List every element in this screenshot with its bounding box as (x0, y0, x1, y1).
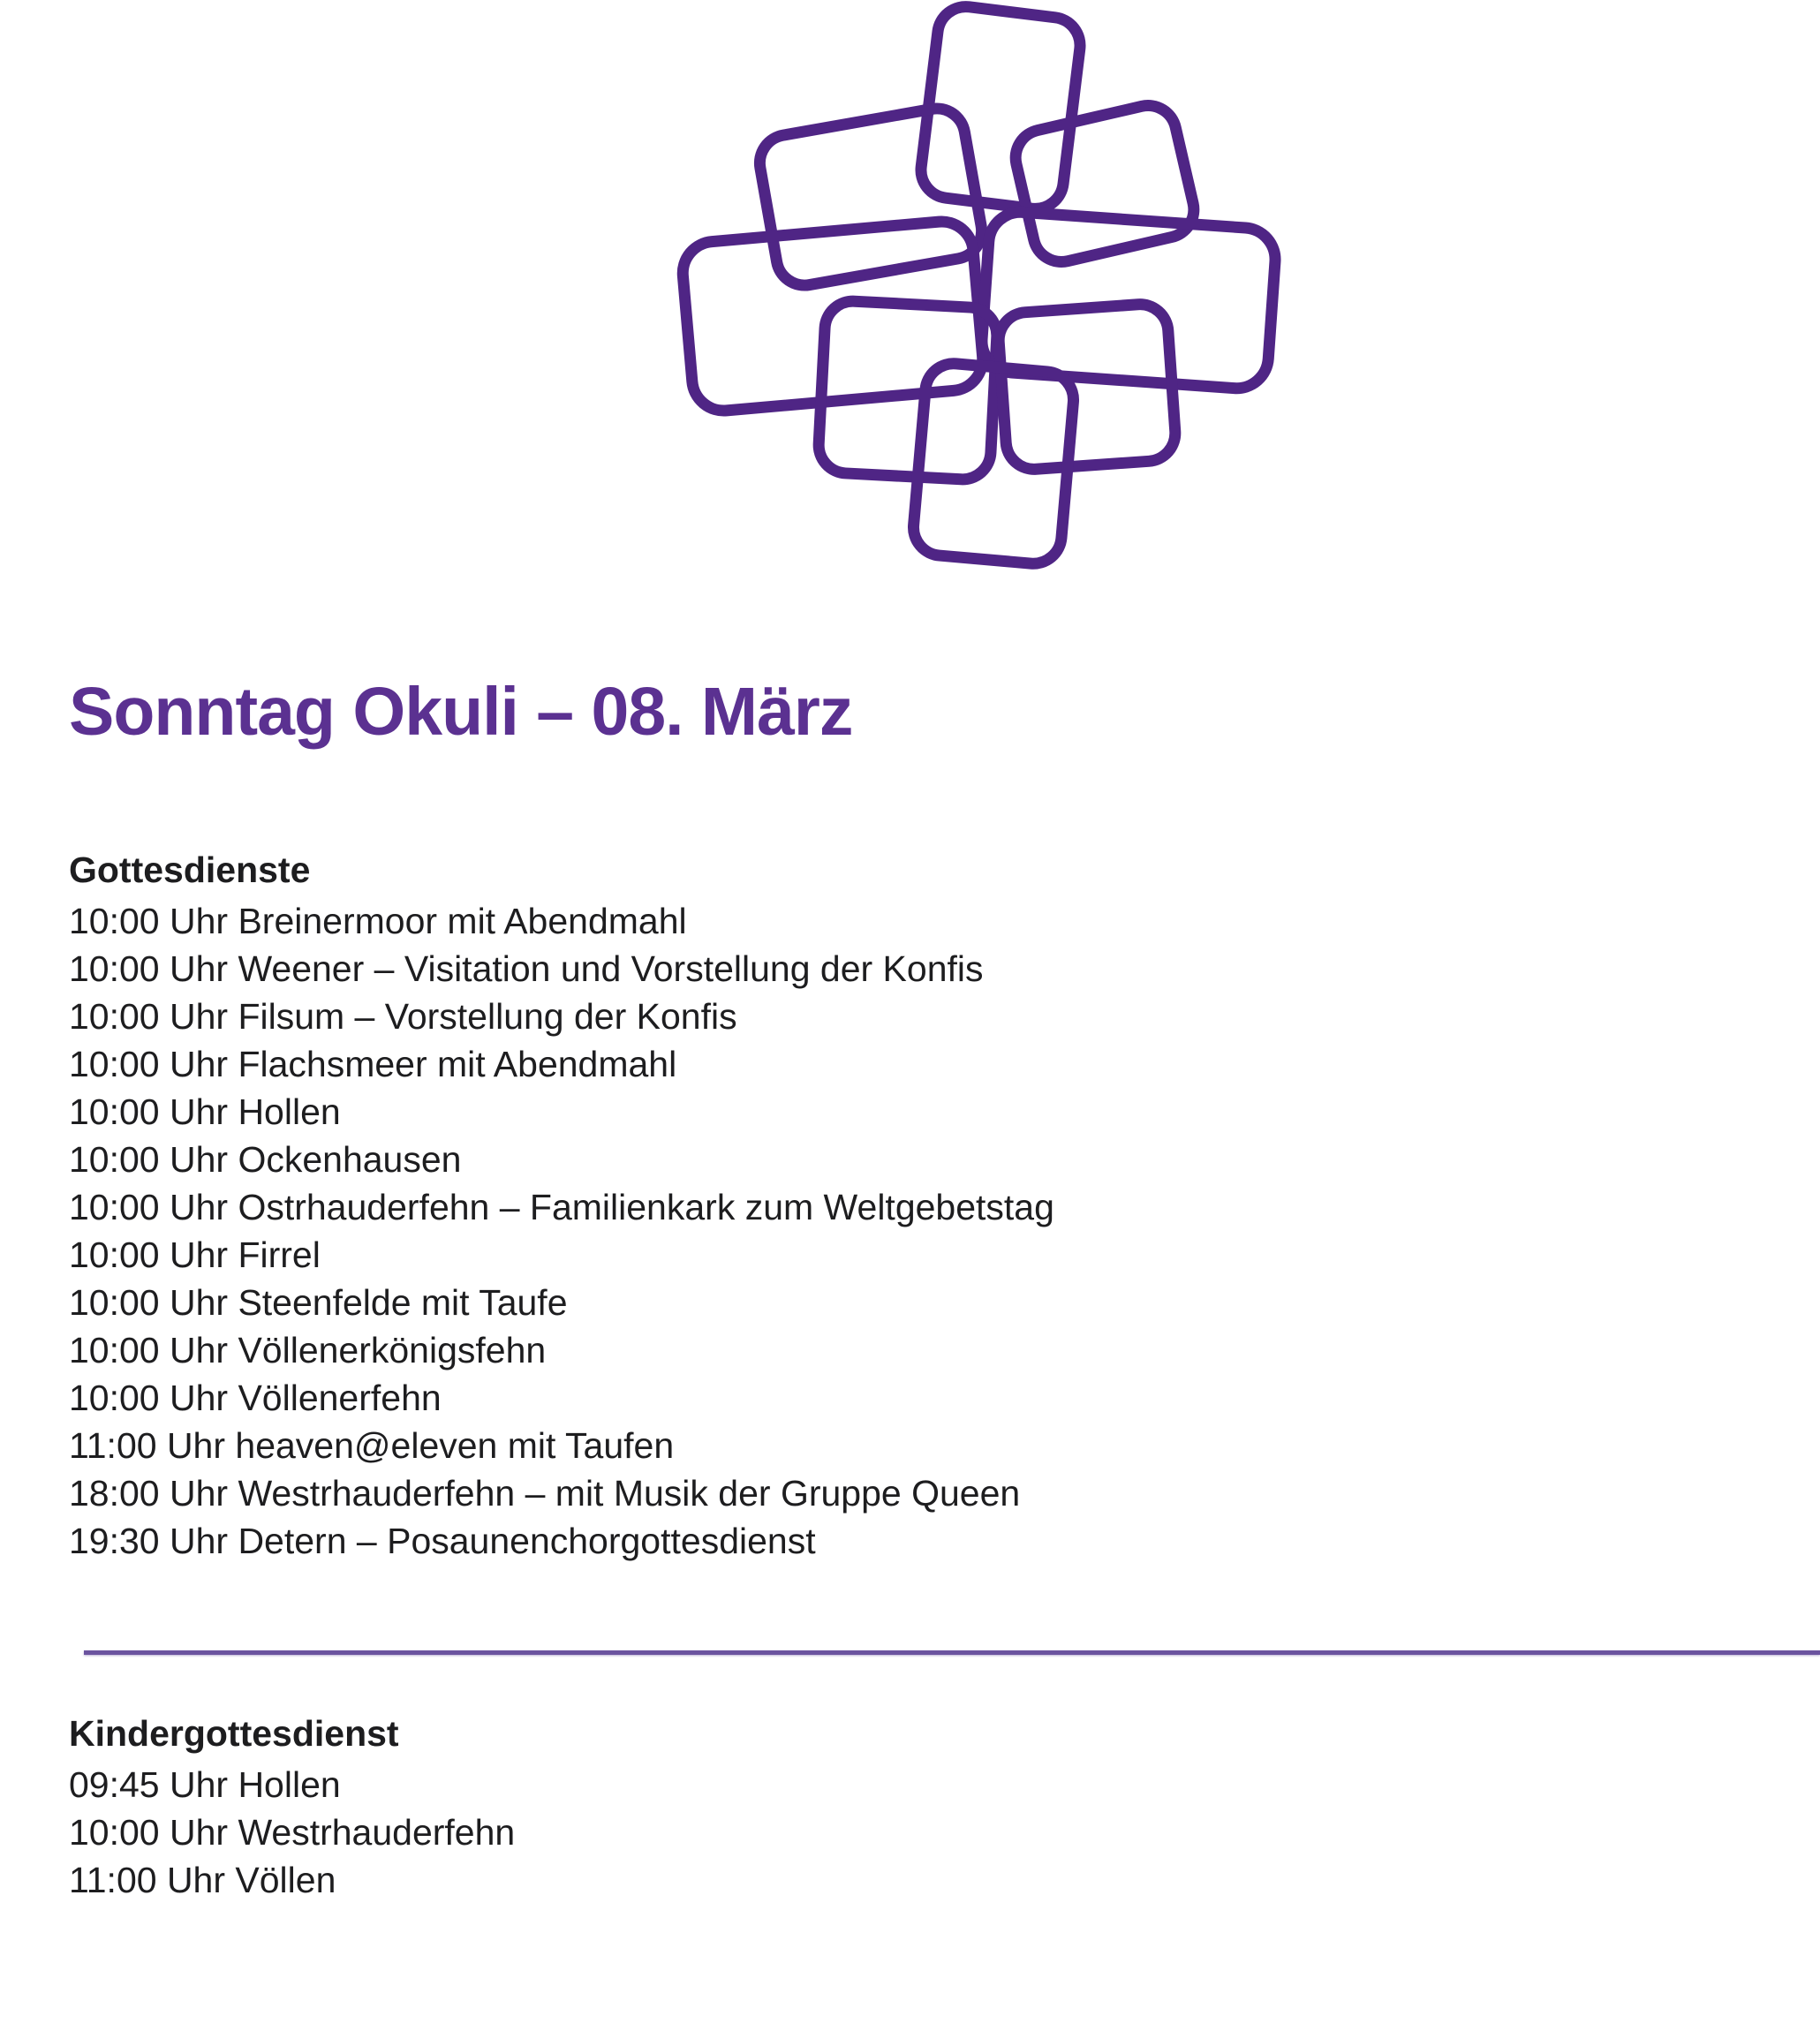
page-title: Sonntag Okuli – 08. März (69, 674, 853, 750)
section-divider (84, 1650, 1820, 1655)
section-gottesdienste (69, 846, 1054, 1565)
service-item: 09:45 Uhr Hollen (69, 1764, 341, 1805)
service-item: 10:00 Uhr Steenfelde mit Taufe (69, 1282, 568, 1323)
logo (683, 9, 1276, 565)
interlocking-cross-knot-logo (683, 9, 1276, 565)
service-list-kindergottesdienst (69, 1761, 515, 1904)
service-item: 10:00 Uhr Firrel (69, 1234, 321, 1275)
service-item: 10:00 Uhr Flachsmeer mit Abendmahl (69, 1044, 677, 1084)
section-heading-gottesdienste: Gottesdienste (69, 849, 311, 890)
service-item: 10:00 Uhr Ockenhausen (69, 1139, 462, 1180)
service-item: 10:00 Uhr Weener – Visitation und Vorstellung der Konfis (69, 948, 984, 989)
service-item: 11:00 Uhr Völlen (69, 1860, 336, 1900)
service-list-gottesdienste (69, 897, 1054, 1565)
service-item: 19:30 Uhr Detern – Posaunenchorgottesdienst (69, 1521, 816, 1561)
service-item: 11:00 Uhr heaven@eleven mit Taufen (69, 1425, 675, 1466)
service-item: 18:00 Uhr Westrhauderfehn – mit Musik der Gruppe Queen (69, 1473, 1021, 1514)
section-heading-kindergottesdienst: Kindergottesdienst (69, 1713, 399, 1754)
service-item: 10:00 Uhr Westrhauderfehn (69, 1812, 516, 1853)
service-item: 10:00 Uhr Filsum – Vorstellung der Konfis (69, 996, 737, 1037)
service-item: 10:00 Uhr Breinermoor mit Abendmahl (69, 901, 687, 941)
service-item: 10:00 Uhr Hollen (69, 1091, 341, 1132)
section-kindergottesdienst (69, 1710, 515, 1904)
service-item: 10:00 Uhr Völlenerkönigsfehn (69, 1330, 547, 1370)
service-item: 10:00 Uhr Völlenerfehn (69, 1378, 442, 1418)
service-item: 10:00 Uhr Ostrhauderfehn – Familienkark zum Weltgebetstag (69, 1187, 1054, 1227)
